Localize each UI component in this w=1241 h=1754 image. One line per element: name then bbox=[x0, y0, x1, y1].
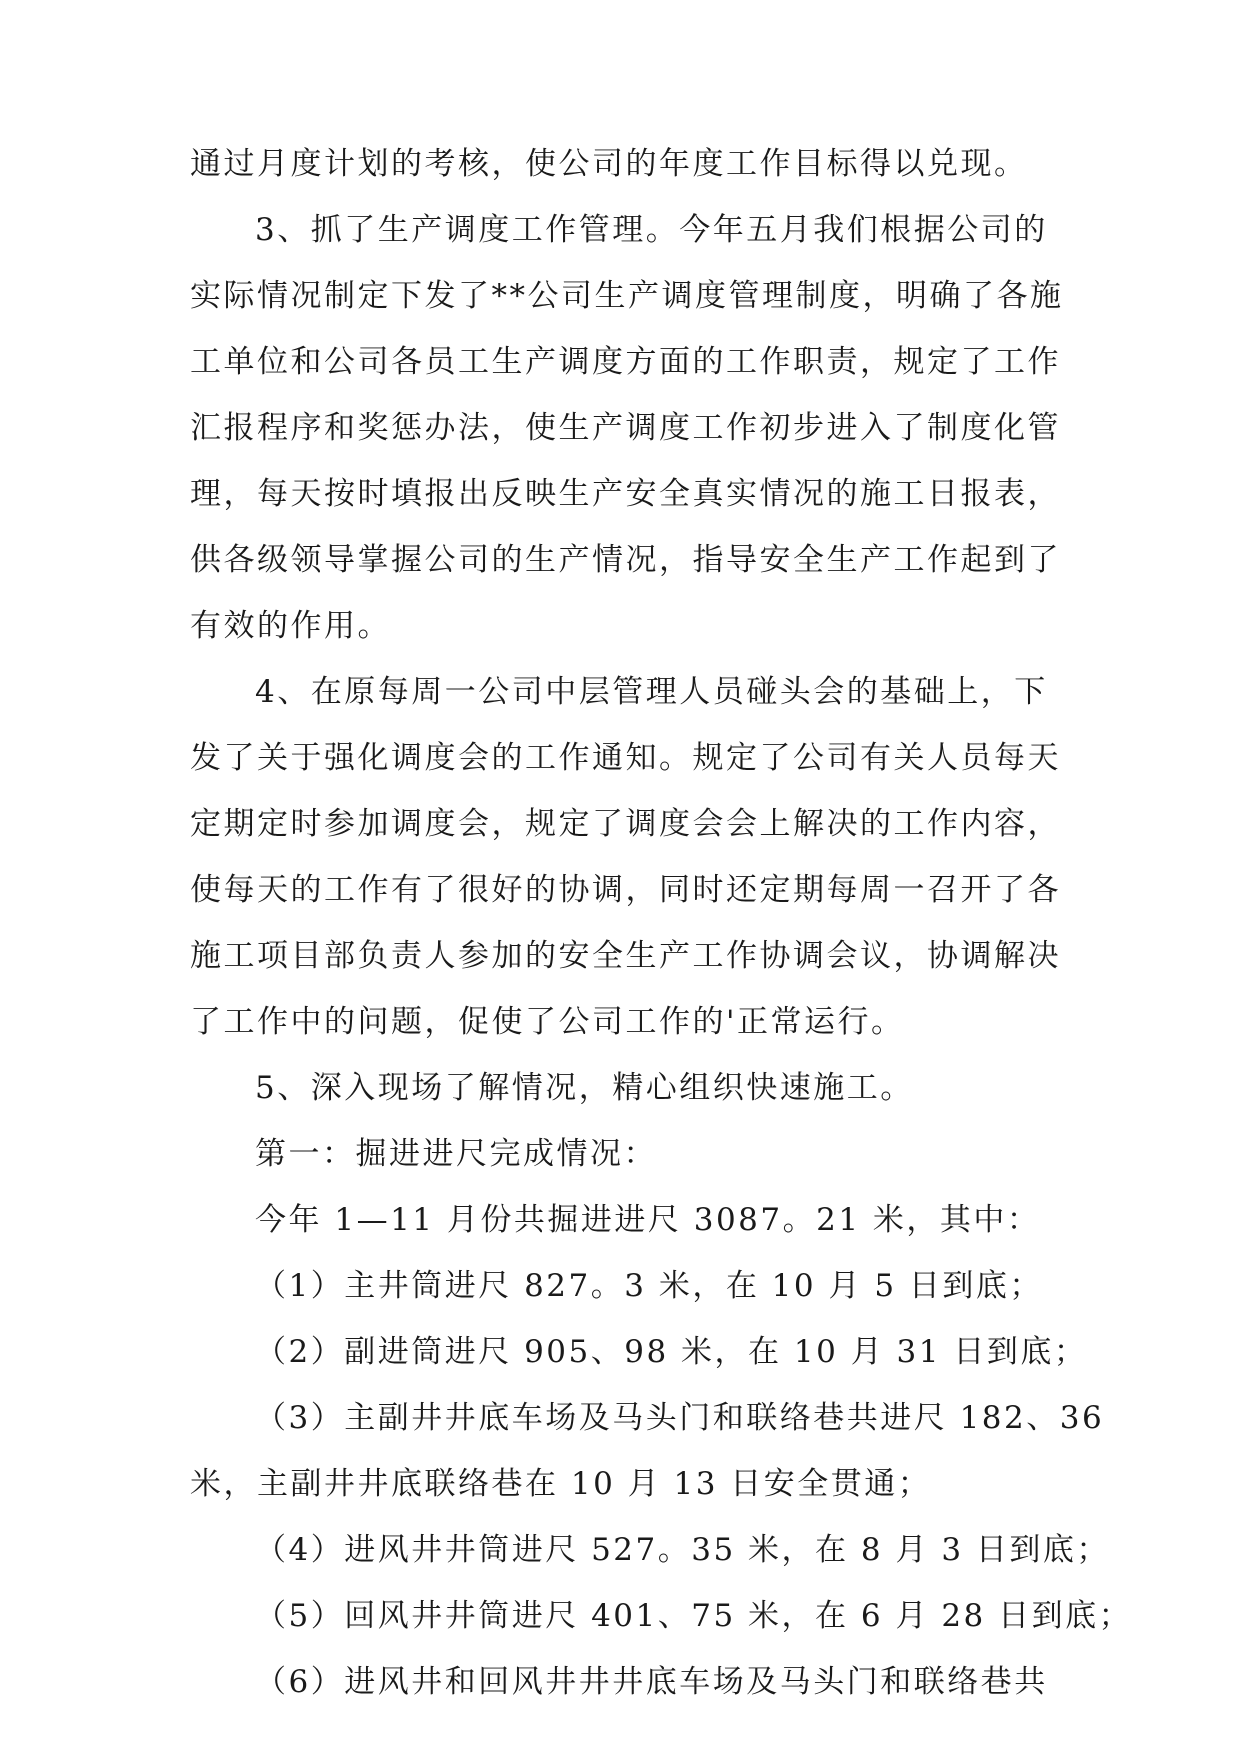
text-line-16: 第一：掘进进尺完成情况： bbox=[255, 1136, 657, 1172]
text-line-9: 4、在原每周一公司中层管理人员碰头会的基础上，下 bbox=[255, 674, 1048, 710]
text-line-8: 有效的作用。 bbox=[190, 608, 391, 644]
text-line-12: 使每天的工作有了很好的协调，同时还定期每周一召开了各 bbox=[190, 872, 1061, 908]
text-line-17: 今年 1—11 月份共掘进进尺 3087。21 米，其中： bbox=[255, 1202, 1041, 1238]
text-line-20: （3）主副井井底车场及马头门和联络巷共进尺 182、36 bbox=[255, 1400, 1105, 1436]
text-line-24: （6）进风井和回风井井井底车场及马头门和联络巷共 bbox=[255, 1664, 1048, 1700]
text-line-21: 米，主副井井底联络巷在 10 月 13 日安全贯通； bbox=[190, 1466, 932, 1502]
text-line-5: 汇报程序和奖惩办法，使生产调度工作初步进入了制度化管 bbox=[190, 410, 1061, 446]
text-line-4: 工单位和公司各员工生产调度方面的工作职责，规定了工作 bbox=[190, 344, 1061, 380]
text-line-14: 了工作中的问题，促使了公司工作的'正常运行。 bbox=[190, 1004, 905, 1040]
text-line-11: 定期定时参加调度会，规定了调度会会上解决的工作内容， bbox=[190, 806, 1061, 842]
text-line-10: 发了关于强化调度会的工作通知。规定了公司有关人员每天 bbox=[190, 740, 1061, 776]
text-line-18: （1）主井筒进尺 827。3 米，在 10 月 5 日到底； bbox=[255, 1268, 1043, 1304]
text-line-13: 施工项目部负责人参加的安全生产工作协调会议，协调解决 bbox=[190, 938, 1061, 974]
text-line-3: 实际情况制定下发了**公司生产调度管理制度，明确了各施 bbox=[190, 278, 1064, 314]
text-line-19: （2）副进筒进尺 905、98 米，在 10 月 31 日到底； bbox=[255, 1334, 1088, 1370]
text-line-6: 理，每天按时填报出反映生产安全真实情况的施工日报表， bbox=[190, 476, 1061, 512]
text-line-23: （5）回风井井筒进尺 401、75 米，在 6 月 28 日到底； bbox=[255, 1598, 1133, 1634]
text-line-1: 通过月度计划的考核，使公司的年度工作目标得以兑现。 bbox=[190, 146, 1028, 182]
text-line-22: （4）进风井井筒进尺 527。35 米，在 8 月 3 日到底； bbox=[255, 1532, 1110, 1568]
text-line-15: 5、深入现场了解情况，精心组织快速施工。 bbox=[255, 1070, 914, 1106]
text-line-2: 3、抓了生产调度工作管理。今年五月我们根据公司的 bbox=[255, 212, 1048, 248]
text-line-7: 供各级领导掌握公司的生产情况，指导安全生产工作起到了 bbox=[190, 542, 1061, 578]
